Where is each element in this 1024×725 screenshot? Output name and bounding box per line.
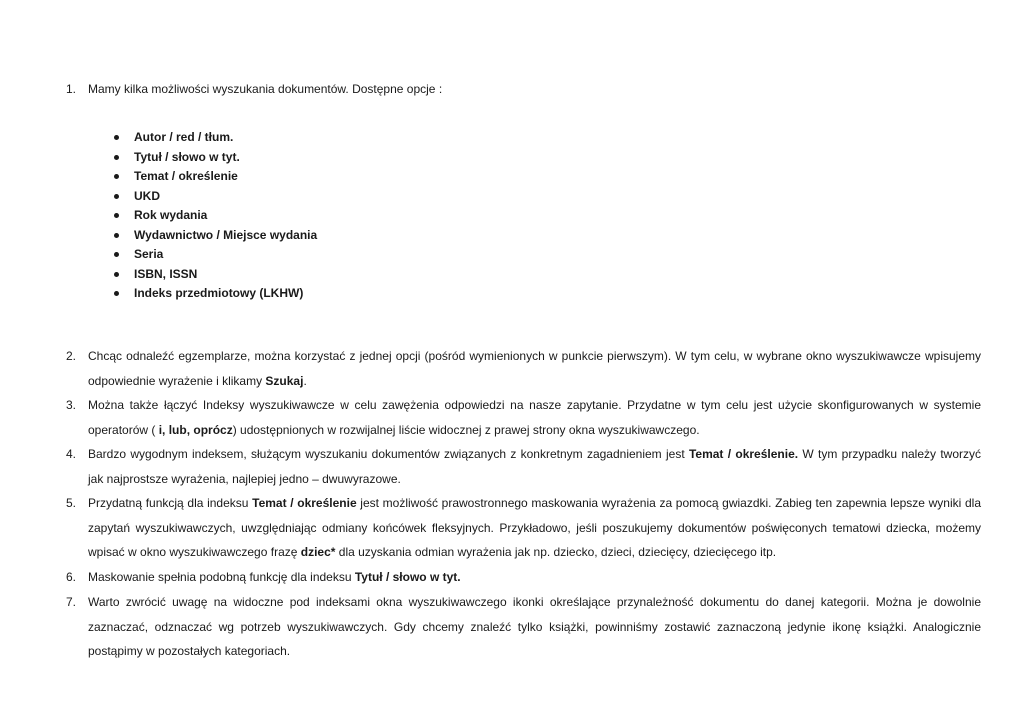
list-number: 3. (66, 398, 77, 412)
bullet-item (110, 245, 510, 265)
bullet-item (110, 265, 510, 285)
bullet-label: Temat / określenie (134, 169, 238, 183)
bullet-label: Autor / red / tłum. (134, 130, 234, 144)
list-number: 2. (66, 349, 77, 363)
bullet-icon (114, 155, 119, 160)
bullet-icon (114, 291, 119, 296)
bullet-item (110, 284, 510, 304)
bullet-label: Indeks przedmiotowy (LKHW) (134, 286, 304, 300)
list-text: Mamy kilka możliwości wyszukania dokumentów. Dostępne opcje : (88, 82, 443, 96)
bullet-icon (114, 252, 119, 257)
list-number: 6. (66, 570, 77, 584)
list-text: Maskowanie spełnia podobną funkcję dla indeksu Tytuł / słowo w tyt. (88, 570, 461, 584)
list-text: Warto zwrócić uwagę na widoczne pod indeksami okna wyszukiwawczego ikonki określające przynależność dokumentu do danej kategorii. Można je dowolnie zaznaczać, odznaczać wg potrzeb wyszukiwawczych. Gdy chcemy znaleźć tylko książki, powinniśmy zostawić zaznaczoną jedynie ikonę książki. Analogicznie postąpimy w pozostałych kategoriach. (88, 595, 981, 658)
bullet-item (110, 148, 510, 168)
bullet-label: Tytuł / słowo w tyt. (134, 149, 240, 164)
bullet-label: UKD (134, 188, 160, 203)
bullet-icon (114, 233, 119, 238)
bullet-item (110, 128, 510, 148)
list-text: Bardzo wygodnym indeksem, służącym wyszukaniu dokumentów związanych z konkretnym zagadnieniem jest Temat / określenie. W tym przypadku należy tworzyć jak najprostsze wyrażenia, najlepiej jedno – dwuwyrazowe. (88, 447, 981, 486)
list-number: 1. (66, 82, 77, 96)
bullet-icon (114, 174, 119, 179)
bullet-item (110, 187, 510, 207)
bullet-item (110, 167, 510, 187)
bullet-label: Wydawnictwo / Miejsce wydania (134, 227, 318, 242)
bullet-icon (114, 272, 119, 277)
list-number: 7. (66, 595, 77, 609)
list-text: Przydatną funkcją dla indeksu Temat / określenie jest możliwość prawostronnego maskowania wyrażenia za pomocą gwiazdki. Zabieg ten zapewnia lepsze wyniki dla zapytań wyszukiwawczych, uwzględniając odmiany końcówek fleksyjnych. Przykładowo, jeśli poszukujemy dokumentów poświęconych tematowi dziecka, możemy wpisać w okno wyszukiwawczego frazę dziec* dla uzyskania odmian wyrażenia jak np. dziecko, dzieci, dziecięcy, dziecięcego itp. (88, 496, 981, 559)
bullet-icon (114, 213, 119, 218)
list-number: 4. (66, 447, 77, 461)
bullet-icon (114, 194, 119, 199)
bullet-item (110, 206, 510, 226)
list-text: Można także łączyć Indeksy wyszukiwawcze w celu zawężenia odpowiedzi na nasze zapytanie. Przydatne w tym celu jest użycie skonfigurowanych w systemie operatorów ( i, lub, oprócz) udostępnionych w rozwijalnej liście widocznej z prawej strony okna wyszukiwawczego. (88, 398, 981, 437)
bullet-item (110, 226, 510, 246)
list-number: 5. (66, 496, 77, 510)
bullet-label: Seria (134, 247, 164, 261)
bullet-icon (114, 135, 119, 140)
search-options-list (110, 128, 510, 304)
list-text: Chcąc odnaleźć egzemplarze, można korzystać z jednej opcji (pośród wymienionych w punkcie pierwszym). W tym celu, w wybrane okno wyszukiwawcze wpisujemy odpowiednie wyrażenie i klikamy Szukaj. (88, 349, 981, 388)
bullet-label: ISBN, ISSN (134, 266, 198, 281)
bullet-label: Rok wydania (134, 208, 208, 222)
